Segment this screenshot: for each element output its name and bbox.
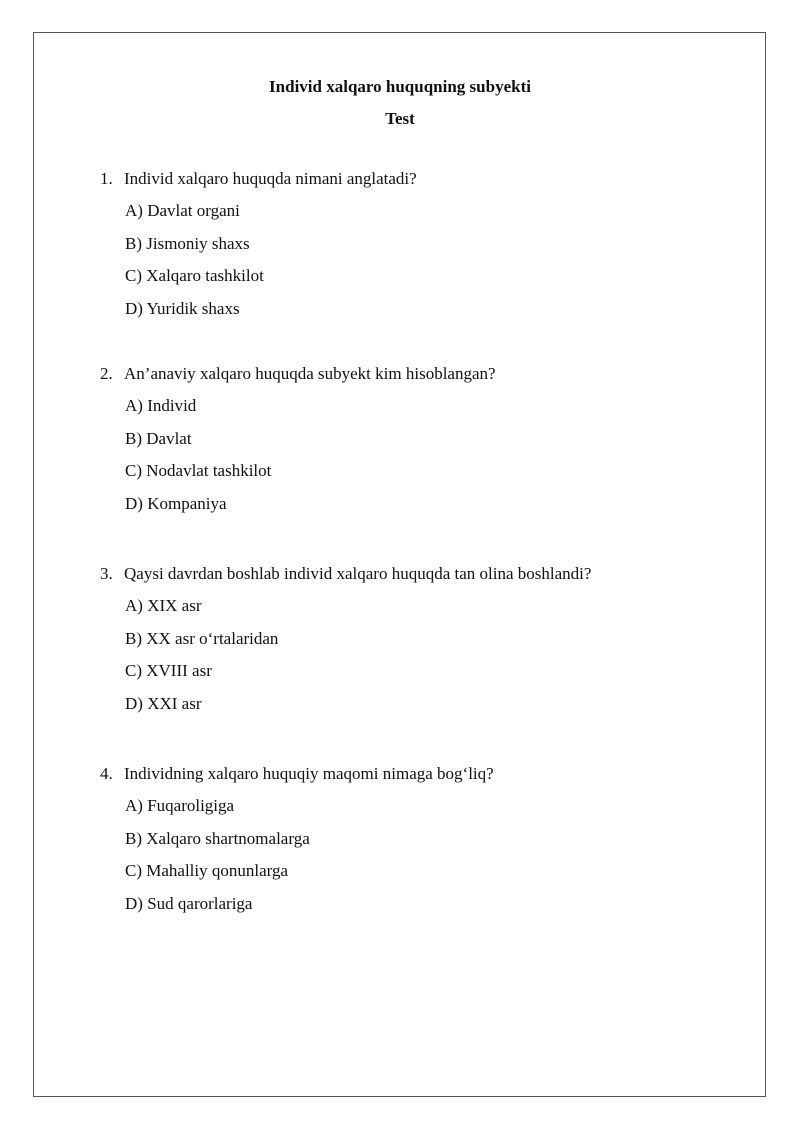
option-a: A) Fuqaroligiga: [125, 796, 235, 815]
question-number: 4.: [100, 764, 113, 783]
question-text: Individning xalqaro huquqiy maqomi nimaga bog‘liq?: [124, 764, 494, 783]
question-text: Qaysi davrdan boshlab individ xalqaro huquqda tan olina boshlandi?: [124, 564, 592, 583]
document-subtitle: Test: [385, 109, 415, 128]
option-b: B) Xalqaro shartnomalarga: [125, 829, 310, 848]
question-number: 3.: [100, 564, 113, 583]
option-b: B) Davlat: [125, 429, 192, 448]
question-text-line: [100, 168, 417, 190]
question-text-line: [100, 563, 591, 585]
question-text: An’anaviy xalqaro huquqda subyekt kim hisoblangan?: [124, 364, 496, 383]
option-a: A) XIX asr: [125, 596, 202, 615]
option-c: C) Xalqaro tashkilot: [125, 266, 264, 285]
option-a: A) Individ: [125, 396, 197, 415]
option-d: D) Yuridik shaxs: [125, 299, 240, 318]
option-d: D) Kompaniya: [125, 494, 227, 513]
question-text-line: [100, 363, 496, 385]
question-text: Individ xalqaro huquqda nimani anglatadi?: [124, 169, 417, 188]
option-d: D) Sud qarorlariga: [125, 894, 253, 913]
option-b: B) XX asr o‘rtalaridan: [125, 629, 279, 648]
option-b: B) Jismoniy shaxs: [125, 234, 250, 253]
question-number: 2.: [100, 364, 113, 383]
option-d: D) XXI asr: [125, 694, 202, 713]
option-a: A) Davlat organi: [125, 201, 240, 220]
question-text-line: [100, 763, 494, 785]
question-number: 1.: [100, 169, 113, 188]
option-c: C) XVIII asr: [125, 661, 212, 680]
document-title: Individ xalqaro huquqning subyekti: [269, 77, 531, 96]
option-c: C) Mahalliy qonunlarga: [125, 861, 289, 880]
option-c: C) Nodavlat tashkilot: [125, 461, 272, 480]
